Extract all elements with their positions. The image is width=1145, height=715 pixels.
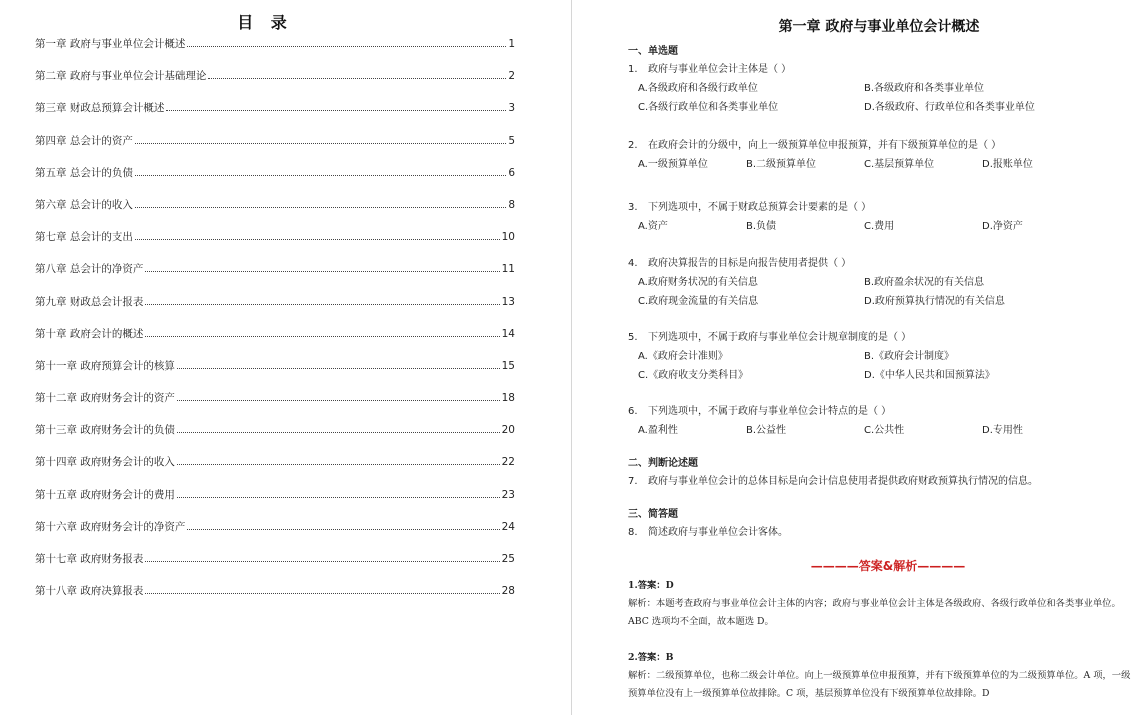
toc-entry[interactable] [35, 519, 515, 551]
toc-entry-title: 第十五章 政府财务会计的费用 [35, 488, 175, 501]
question-number: 6. [628, 406, 638, 417]
option-d: D.净资产 [982, 221, 1023, 232]
toc-entry[interactable] [35, 358, 515, 390]
toc-entry-page: 24 [501, 520, 515, 533]
question-number: 8. [628, 527, 638, 538]
toc-entry-title: 第三章 财政总预算会计概述 [35, 102, 165, 115]
toc-leader-dots [177, 368, 500, 369]
option-a: A.盈利性 [638, 425, 678, 436]
toc-entry-page: 2 [508, 70, 515, 83]
toc-entry-title: 第五章 总会计的负债 [35, 166, 133, 179]
toc-entry[interactable] [35, 583, 515, 615]
option-c: C.政府现金流量的有关信息 [638, 296, 759, 307]
toc-leader-dots [187, 529, 499, 530]
toc-entry[interactable] [35, 487, 515, 519]
toc-entry[interactable] [35, 197, 515, 229]
option-a: A.一级预算单位 [638, 159, 708, 170]
toc-entry-page: 1 [508, 38, 515, 50]
toc-entry-title: 第一章 政府与事业单位会计概述 [35, 38, 186, 50]
question-5 [628, 328, 1138, 385]
toc-leader-dots [166, 110, 506, 111]
toc-entry[interactable] [35, 229, 515, 261]
option-a: A.政府财务状况的有关信息 [638, 277, 758, 288]
option-a: A.《政府会计准则》 [638, 351, 728, 362]
toc-entry[interactable] [35, 261, 515, 293]
toc-entry[interactable] [35, 68, 515, 100]
toc-title: 目 录 [237, 13, 293, 32]
question-number: 3. [628, 202, 638, 213]
toc-leader-dots [145, 561, 499, 562]
toc-entry-title: 第二章 政府与事业单位会计基础理论 [35, 70, 207, 83]
toc-entry[interactable] [35, 165, 515, 197]
question-4 [628, 254, 1138, 311]
toc-entry-title: 第十三章 政府财务会计的负债 [35, 424, 175, 437]
toc-entry[interactable] [35, 390, 515, 422]
toc-leader-dots [135, 143, 506, 144]
question-number: 7. [628, 476, 638, 487]
question-text: 下列选项中，不属于财政总预算会计要素的是（ ） [648, 202, 872, 213]
question-8 [628, 523, 1138, 542]
toc-entry-title: 第六章 总会计的收入 [35, 198, 133, 211]
answer-label: 2.答案：B [628, 652, 674, 663]
toc-entry-page: 10 [501, 231, 515, 244]
chapter-page [573, 0, 1145, 715]
toc-entry-title: 第八章 总会计的净资产 [35, 263, 144, 276]
question-6 [628, 402, 1138, 440]
answer-1 [628, 577, 1138, 631]
toc-leader-dots [208, 78, 506, 79]
toc-entry[interactable] [35, 36, 515, 68]
toc-entry-page: 22 [501, 456, 515, 469]
toc-page [0, 0, 572, 715]
toc-leader-dots [177, 464, 500, 465]
question-number: 2. [628, 140, 638, 151]
toc-entry-page: 13 [501, 295, 515, 308]
toc-leader-dots [177, 400, 500, 401]
toc-entry[interactable] [35, 100, 515, 132]
toc-entry-title: 第九章 财政总会计报表 [35, 295, 144, 308]
toc-leader-dots [145, 271, 499, 272]
toc-entry-title: 第十七章 政府财务报表 [35, 553, 144, 565]
question-number: 1. [628, 64, 638, 75]
question-text: 政府与事业单位会计主体是（ ） [648, 64, 792, 75]
option-c: C.各级行政单位和各类事业单位 [638, 102, 779, 113]
option-a: A.资产 [638, 221, 668, 232]
option-b: B.政府盈余状况的有关信息 [864, 277, 985, 288]
toc-list [35, 36, 515, 615]
question-3 [628, 198, 1138, 236]
toc-leader-dots [177, 497, 500, 498]
toc-leader-dots [187, 46, 506, 47]
option-c: C.《政府收支分类科目》 [638, 370, 749, 381]
answer-analysis: 解析：二级预算单位，也称二级会计单位。向上一级预算单位申报预算，并有下级预算单位的为二级预算单位。A 项，一级预算单位没有上一级预算单位故排除。C 项，基层预算单位没有下级预算单位故排除。D [628, 670, 1131, 699]
answer-label: 1.答案：D [628, 580, 674, 591]
section-heading-judgement: 二、判断论述题 [628, 458, 698, 469]
toc-entry-page: 14 [501, 327, 515, 340]
question-7 [628, 472, 1138, 491]
option-b: B.《政府会计制度》 [864, 351, 955, 362]
toc-entry-page: 6 [508, 166, 515, 179]
chapter-content [628, 44, 1138, 703]
chapter-title: 第一章 政府与事业单位会计概述 [778, 19, 980, 35]
toc-leader-dots [145, 593, 499, 594]
question-number: 4. [628, 258, 638, 269]
question-text: 政府决算报告的目标是向报告使用者提供（ ） [648, 258, 852, 269]
section-heading-single-choice: 一、单选题 [628, 46, 678, 57]
toc-entry[interactable] [35, 326, 515, 358]
option-c: C.基层预算单位 [864, 159, 935, 170]
toc-leader-dots [135, 175, 506, 176]
question-number: 5. [628, 332, 638, 343]
option-b: B.公益性 [746, 425, 787, 436]
option-d: D.专用性 [982, 425, 1023, 436]
toc-entry-page: 11 [501, 263, 515, 276]
toc-entry-page: 15 [501, 359, 515, 372]
toc-entry-title: 第十章 政府会计的概述 [35, 327, 144, 340]
question-text: 政府与事业单位会计的总体目标是向会计信息使用者提供政府财政预算执行情况的信息。 [648, 476, 1038, 487]
toc-entry-title: 第十四章 政府财务会计的收入 [35, 456, 175, 469]
option-b: B.各级政府和各类事业单位 [864, 83, 985, 94]
toc-entry-page: 18 [501, 392, 515, 405]
option-d: D.政府预算执行情况的有关信息 [864, 296, 1005, 307]
option-d: D.各级政府、行政单位和各类事业单位 [864, 102, 1035, 113]
toc-entry-title: 第十一章 政府预算会计的核算 [35, 359, 175, 372]
section-heading-short-answer: 三、简答题 [628, 509, 678, 520]
toc-entry-title: 第十八章 政府决算报表 [35, 585, 144, 598]
answer-analysis: 解析：本题考查政府与事业单位会计主体的内容；政府与事业单位会计主体是各级政府、各级行政单位和各类事业单位。ABC 选项均不全面，故本题选 D。 [628, 598, 1121, 627]
toc-leader-dots [145, 304, 499, 305]
option-d: D.《中华人民共和国预算法》 [864, 370, 995, 381]
question-text: 简述政府与事业单位会计客体。 [648, 527, 788, 538]
toc-entry[interactable] [35, 551, 515, 583]
toc-leader-dots [135, 239, 500, 240]
question-1 [628, 60, 1138, 117]
option-c: C.公共性 [864, 425, 905, 436]
toc-entry-page: 20 [501, 424, 515, 437]
toc-leader-dots [177, 432, 500, 433]
toc-leader-dots [145, 336, 499, 337]
toc-entry[interactable] [35, 454, 515, 486]
toc-entry-title: 第四章 总会计的资产 [35, 134, 133, 147]
option-c: C.费用 [864, 221, 895, 232]
toc-entry-page: 5 [508, 134, 515, 147]
option-b: B.二级预算单位 [746, 159, 817, 170]
option-d: D.报账单位 [982, 159, 1033, 170]
toc-entry-title: 第十六章 政府财务会计的净资产 [35, 520, 186, 533]
option-a: A.各级政府和各级行政单位 [638, 83, 758, 94]
question-2 [628, 136, 1138, 174]
toc-entry[interactable] [35, 294, 515, 326]
toc-entry-page: 25 [501, 553, 515, 565]
toc-entry-title: 第七章 总会计的支出 [35, 231, 133, 244]
toc-entry[interactable] [35, 133, 515, 165]
toc-entry-page: 8 [508, 198, 515, 211]
option-b: B.负债 [746, 221, 777, 232]
answer-section-header: ————答案&解析———— [810, 559, 966, 573]
toc-entry-title: 第十二章 政府财务会计的资产 [35, 392, 175, 405]
question-text: 下列选项中，不属于政府与事业单位会计规章制度的是（ ） [648, 332, 912, 343]
toc-leader-dots [135, 207, 506, 208]
toc-entry[interactable] [35, 422, 515, 454]
question-text: 下列选项中，不属于政府与事业单位会计特点的是（ ） [648, 406, 892, 417]
toc-entry-page: 23 [501, 488, 515, 501]
toc-entry-page: 3 [508, 102, 515, 115]
toc-entry-page: 28 [501, 585, 515, 598]
page-divider [571, 0, 572, 715]
question-text: 在政府会计的分级中，向上一级预算单位申报预算，并有下级预算单位的是（ ） [648, 140, 1002, 151]
answer-2 [628, 649, 1138, 703]
